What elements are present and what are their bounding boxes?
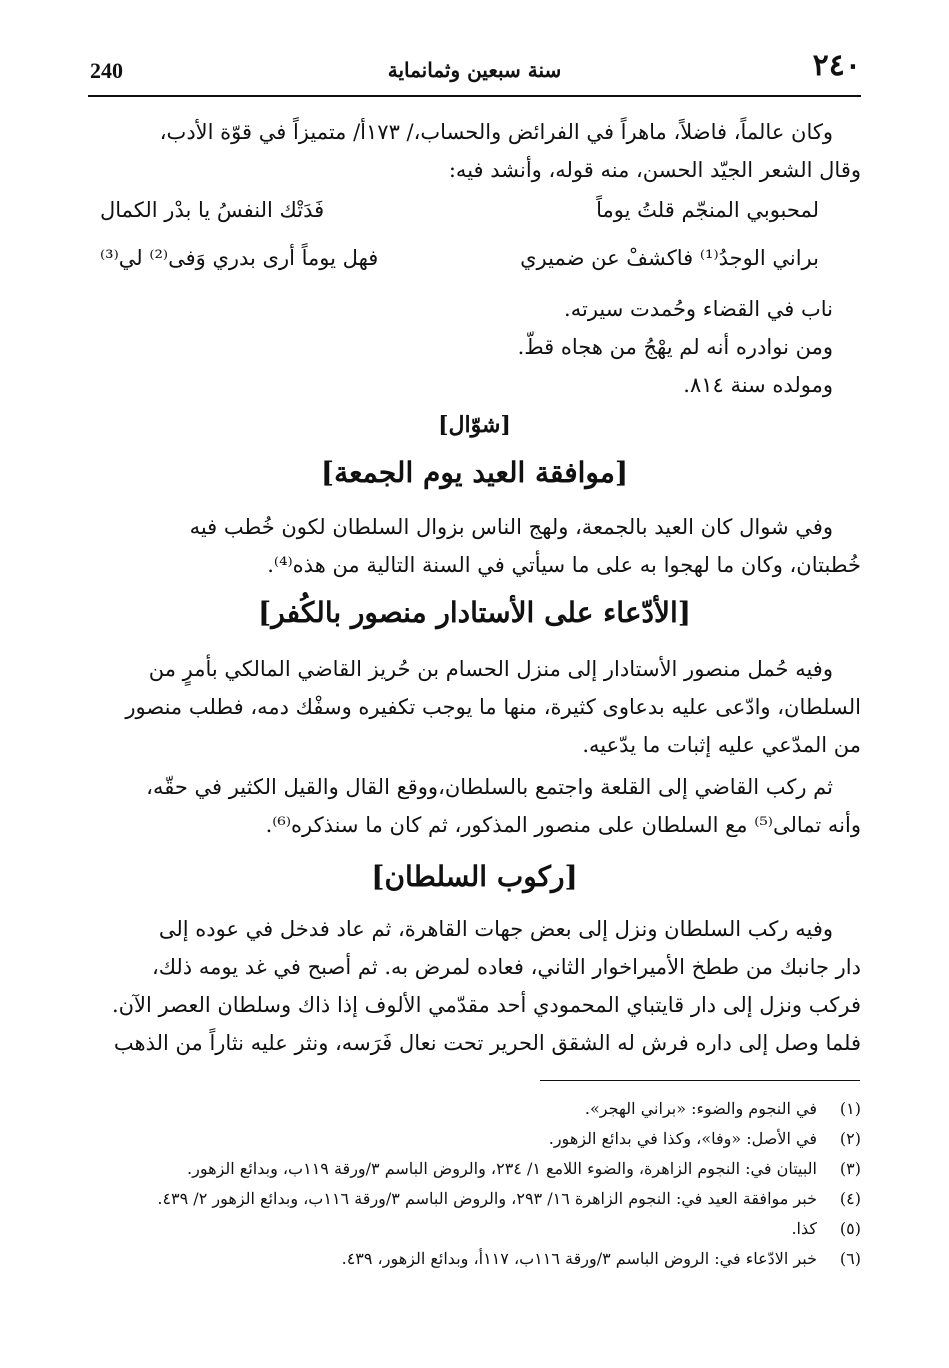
paragraph-biography bbox=[88, 290, 861, 404]
text-line: خُطبتان، وكان ما لهجوا به على ما سيأتي في السنة التالية من هذه⁽⁴⁾. bbox=[267, 553, 861, 577]
text-line: فركب ونزل إلى دار قايتباي المحمودي أحد مقدّمي الألوف إذا ذاك وسلطان العصر الآن. bbox=[111, 993, 861, 1017]
text-line: وفي شوال كان العيد بالجمعة، ولهج الناس بزوال السلطان لكون خُطب فيه bbox=[189, 515, 833, 539]
text-line: ومولده سنة ٨١٤. bbox=[683, 373, 833, 397]
footnote-text: خبر الادّعاء في: الروض الباسم ٣/ورقة ١١٦ب، ١١٧أ، وبدائع الزهور، ٤٣٩. bbox=[341, 1249, 817, 1268]
text-line: ثم ركب القاضي إلى القلعة واجتمع بالسلطان،ووقع القال والقيل الكثير في حقّه، bbox=[146, 775, 833, 799]
section-heading-eid: [موافقة العيد يوم الجمعة] bbox=[320, 456, 629, 489]
text-line: وأنه تمالى⁽⁵⁾ مع السلطان على منصور المذكور، ثم كان ما سنذكره⁽⁶⁾. bbox=[265, 813, 861, 837]
verse-hemistich-first: براني الوجدُ⁽¹⁾ فاكشفْ عن ضميري bbox=[520, 246, 819, 270]
text-line: وفيه حُمل منصور الأستادار إلى منزل الحسام بن حُريز القاضي المالكي بأمرٍ من bbox=[148, 657, 833, 681]
footnotes bbox=[88, 1094, 861, 1274]
footnote-number: (٢) bbox=[839, 1129, 861, 1148]
text-line: ناب في القضاء وحُمدت سيرته. bbox=[564, 297, 833, 321]
text-line: وفيه ركب السلطان ونزل إلى بعض جهات القاهرة، ثم عاد فدخل في عوده إلى bbox=[158, 917, 833, 941]
footnote-text: في الأصل: «وفا»، وكذا في بدائع الزهور. bbox=[548, 1129, 817, 1148]
text-line: فلما وصل إلى داره فرش له الشقق الحرير تحت نعال فَرَسه، ونثر عليه نثاراً من الذهب bbox=[113, 1031, 861, 1055]
footnote-number: (٥) bbox=[839, 1219, 861, 1238]
section-heading-shawwal: [شوّال] bbox=[438, 412, 511, 438]
text-line: دار جانبك من ططخ الأميراخوار الثاني، فعاده لمرض به. ثم أصبح في غد يومه ذلك، bbox=[151, 955, 861, 979]
text-line: وقال الشعر الجيّد الحسن، منه قوله، وأنشد فيه: bbox=[448, 158, 861, 182]
running-title: سنة سبعين وثمانماية bbox=[387, 58, 562, 82]
verse-line-2 bbox=[100, 246, 819, 270]
footnote-text: البيتان في: النجوم الزاهرة، والضوء اللامع ١/ ٢٣٤، والروض الباسم ٣/ورقة ١١٩ب، وبدائع الزهور. bbox=[187, 1159, 817, 1178]
footnote bbox=[88, 1094, 861, 1124]
footnote-number: (٣) bbox=[839, 1159, 861, 1178]
footnote-number: (١) bbox=[839, 1099, 861, 1118]
footnote-text: خبر موافقة العيد في: النجوم الزاهرة ١٦/ ٢٩٣، والروض الباسم ٣/ورقة ١١٦ب، وبدائع الزهور ٢/ ٤٣٩. bbox=[157, 1189, 817, 1208]
verse-hemistich-second: فهل يوماً أرى بدري وَفى⁽²⁾ لي⁽³⁾ bbox=[100, 246, 379, 270]
paragraph-accusation bbox=[88, 650, 861, 764]
footnote bbox=[88, 1214, 861, 1244]
verse-line-1 bbox=[100, 198, 819, 222]
text-line: وكان عالماً، فاضلاً، ماهراً في الفرائض والحساب،/ ١٧٣أ/ متميزاً في قوّة الأدب، bbox=[159, 120, 833, 144]
footnote-number: (٦) bbox=[839, 1249, 861, 1268]
paragraph-intro bbox=[88, 113, 861, 189]
footnote bbox=[88, 1244, 861, 1274]
page-number-arabic: ٢٤٠ bbox=[812, 48, 861, 83]
footnote-rule bbox=[540, 1080, 860, 1081]
footnote bbox=[88, 1154, 861, 1184]
paragraph-eid bbox=[88, 508, 861, 584]
footnote bbox=[88, 1124, 861, 1154]
footnote-text: في النجوم والضوء: «براني الهجر». bbox=[584, 1099, 817, 1118]
page-number-latin: 240 bbox=[90, 58, 123, 83]
text-line: ومن نوادره أنه لم يهْجُ من هجاه قطّ. bbox=[517, 335, 833, 359]
header-rule bbox=[88, 95, 861, 97]
text-line: من المدّعي عليه إثبات ما يدّعيه. bbox=[582, 733, 861, 757]
paragraph-ride bbox=[88, 910, 861, 1062]
verse-hemistich-first: لمحبوبي المنجّم قلتُ يوماً bbox=[596, 198, 819, 222]
footnote bbox=[88, 1184, 861, 1214]
text-line: السلطان، وادّعى عليه بدعاوى كثيرة، منها ما يوجب تكفيره وسفْك دمه، فطلب منصور bbox=[125, 695, 861, 719]
footnote-text: كذا. bbox=[791, 1219, 817, 1238]
footnote-number: (٤) bbox=[839, 1189, 861, 1208]
paragraph-judge bbox=[88, 768, 861, 844]
section-heading-accusation: [الأدّعاء على الأستادار منصور بالكُفر] bbox=[257, 596, 692, 629]
section-heading-sultan-ride: [ركوب السلطان] bbox=[371, 860, 578, 893]
verse-hemistich-second: فَدَتْك النفسُ يا بدْر الكمال bbox=[100, 198, 325, 222]
